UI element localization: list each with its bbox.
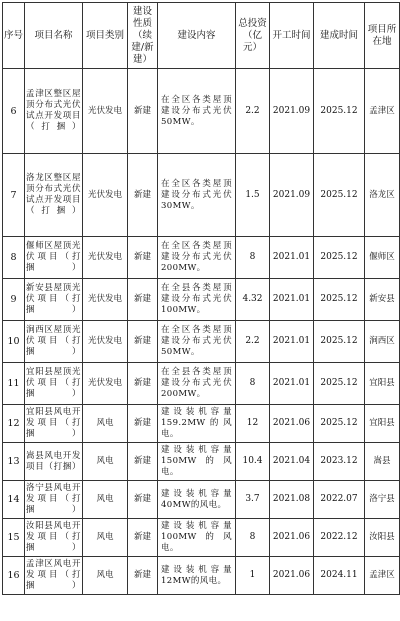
header-index: 序号	[3, 3, 25, 69]
table-row	[3, 279, 400, 321]
cell-content: 建设装机容量100MW的风电。	[158, 519, 236, 557]
cell-completion: 2022.12	[314, 519, 365, 557]
cell-category: 风电	[83, 405, 128, 443]
cell-category: 光伏发电	[83, 237, 128, 279]
cell-location: 涧西区	[365, 321, 400, 363]
cell-nature: 新建	[128, 154, 158, 237]
cell-category: 光伏发电	[83, 363, 128, 405]
cell-name: 偃师区屋顶光伏项目（打捆）	[25, 237, 83, 279]
cell-index: 6	[3, 69, 25, 154]
cell-start: 2021.08	[270, 481, 314, 519]
cell-content: 建设装机容量40MW的风电。	[158, 481, 236, 519]
cell-location: 洛宁县	[365, 481, 400, 519]
header-investment: 总投资（亿元）	[236, 3, 270, 69]
cell-investment: 8	[236, 363, 270, 405]
cell-category: 风电	[83, 519, 128, 557]
cell-content: 在全县各类屋顶建设分布式光伏100MW。	[158, 279, 236, 321]
cell-content: 在全区各类屋顶建设分布式光伏50MW。	[158, 69, 236, 154]
cell-location: 嵩县	[365, 443, 400, 481]
cell-investment: 1	[236, 557, 270, 595]
cell-nature: 新建	[128, 481, 158, 519]
cell-category: 风电	[83, 443, 128, 481]
cell-completion: 2025.12	[314, 363, 365, 405]
cell-completion: 2025.12	[314, 321, 365, 363]
table-row	[3, 69, 400, 154]
header-category: 项目类别	[83, 3, 128, 69]
cell-nature: 新建	[128, 321, 158, 363]
cell-content: 建设装机容量150MW的风电。	[158, 443, 236, 481]
cell-category: 光伏发电	[83, 279, 128, 321]
table-row	[3, 154, 400, 237]
cell-index: 11	[3, 363, 25, 405]
cell-completion: 2025.12	[314, 237, 365, 279]
cell-content: 在全区各类屋顶建设分布式光伏50MW。	[158, 321, 236, 363]
cell-investment: 2.2	[236, 69, 270, 154]
cell-content: 在全区各类屋顶建设分布式光伏30MW。	[158, 154, 236, 237]
cell-content: 在全区各类屋顶建设分布式光伏200MW。	[158, 237, 236, 279]
cell-index: 9	[3, 279, 25, 321]
table-row	[3, 321, 400, 363]
table-row	[3, 519, 400, 557]
cell-start: 2021.04	[270, 443, 314, 481]
project-table-container	[2, 2, 400, 595]
header-completion: 建成时间	[314, 3, 365, 69]
cell-completion: 2025.12	[314, 69, 365, 154]
cell-content: 建设装机容量12MW的风电。	[158, 557, 236, 595]
cell-nature: 新建	[128, 443, 158, 481]
cell-location: 宜阳县	[365, 363, 400, 405]
cell-investment: 12	[236, 405, 270, 443]
cell-completion: 2025.12	[314, 154, 365, 237]
cell-start: 2021.01	[270, 321, 314, 363]
cell-nature: 新建	[128, 519, 158, 557]
cell-start: 2021.01	[270, 279, 314, 321]
cell-category: 光伏发电	[83, 69, 128, 154]
table-row	[3, 363, 400, 405]
cell-completion: 2024.11	[314, 557, 365, 595]
table-row	[3, 405, 400, 443]
cell-name: 汝阳县风电开发项目（打捆）	[25, 519, 83, 557]
cell-completion: 2025.12	[314, 279, 365, 321]
cell-location: 偃师区	[365, 237, 400, 279]
cell-nature: 新建	[128, 405, 158, 443]
cell-content: 在全县各类屋顶建设分布式光伏200MW。	[158, 363, 236, 405]
cell-investment: 10.4	[236, 443, 270, 481]
cell-content: 建设装机容量159.2MW的风电。	[158, 405, 236, 443]
cell-category: 光伏发电	[83, 154, 128, 237]
cell-index: 10	[3, 321, 25, 363]
cell-completion: 2025.12	[314, 405, 365, 443]
cell-completion: 2022.07	[314, 481, 365, 519]
cell-name: 涧西区屋顶光伏项目（打捆）	[25, 321, 83, 363]
cell-index: 14	[3, 481, 25, 519]
cell-nature: 新建	[128, 363, 158, 405]
cell-nature: 新建	[128, 279, 158, 321]
cell-start: 2021.06	[270, 405, 314, 443]
cell-index: 15	[3, 519, 25, 557]
cell-location: 汝阳县	[365, 519, 400, 557]
cell-start: 2021.06	[270, 557, 314, 595]
cell-name: 孟津区风电开发项目（打捆）	[25, 557, 83, 595]
project-table	[2, 2, 400, 595]
cell-name: 洛宁县风电开发项目（打捆）	[25, 481, 83, 519]
cell-category: 光伏发电	[83, 321, 128, 363]
table-row	[3, 557, 400, 595]
cell-start: 2021.06	[270, 519, 314, 557]
cell-investment: 3.7	[236, 481, 270, 519]
table-row	[3, 443, 400, 481]
header-location: 项目所在地	[365, 3, 400, 69]
cell-nature: 新建	[128, 69, 158, 154]
cell-index: 16	[3, 557, 25, 595]
cell-index: 12	[3, 405, 25, 443]
cell-name: 洛龙区整区屋顶分布式光伏试点开发项目（打捆）	[25, 154, 83, 237]
header-row	[3, 3, 400, 69]
cell-completion: 2023.12	[314, 443, 365, 481]
cell-name: 孟津区整区屋顶分布式光伏试点开发项目（打捆）	[25, 69, 83, 154]
header-start: 开工时间	[270, 3, 314, 69]
cell-index: 8	[3, 237, 25, 279]
cell-location: 孟津区	[365, 557, 400, 595]
cell-location: 孟津区	[365, 69, 400, 154]
cell-start: 2021.01	[270, 237, 314, 279]
cell-investment: 2.2	[236, 321, 270, 363]
cell-nature: 新建	[128, 557, 158, 595]
cell-category: 风电	[83, 557, 128, 595]
cell-investment: 8	[236, 237, 270, 279]
cell-location: 宜阳县	[365, 405, 400, 443]
cell-investment: 4.32	[236, 279, 270, 321]
cell-location: 新安县	[365, 279, 400, 321]
table-row	[3, 481, 400, 519]
cell-index: 13	[3, 443, 25, 481]
cell-name: 新安县屋顶光伏项目（打捆）	[25, 279, 83, 321]
header-content: 建设内容	[158, 3, 236, 69]
table-row	[3, 237, 400, 279]
cell-start: 2021.09	[270, 154, 314, 237]
cell-start: 2021.09	[270, 69, 314, 154]
cell-start: 2021.01	[270, 363, 314, 405]
cell-name: 宜阳县屋顶光伏项目（打捆）	[25, 363, 83, 405]
cell-investment: 1.5	[236, 154, 270, 237]
header-nature: 建设性质（续建/新建）	[128, 3, 158, 69]
cell-investment: 8	[236, 519, 270, 557]
cell-name: 嵩县风电开发项目（打捆）	[25, 443, 83, 481]
cell-name: 宜阳县风电开发项目（打捆）	[25, 405, 83, 443]
cell-category: 风电	[83, 481, 128, 519]
cell-location: 洛龙区	[365, 154, 400, 237]
header-name: 项目名称	[25, 3, 83, 69]
cell-index: 7	[3, 154, 25, 237]
cell-nature: 新建	[128, 237, 158, 279]
